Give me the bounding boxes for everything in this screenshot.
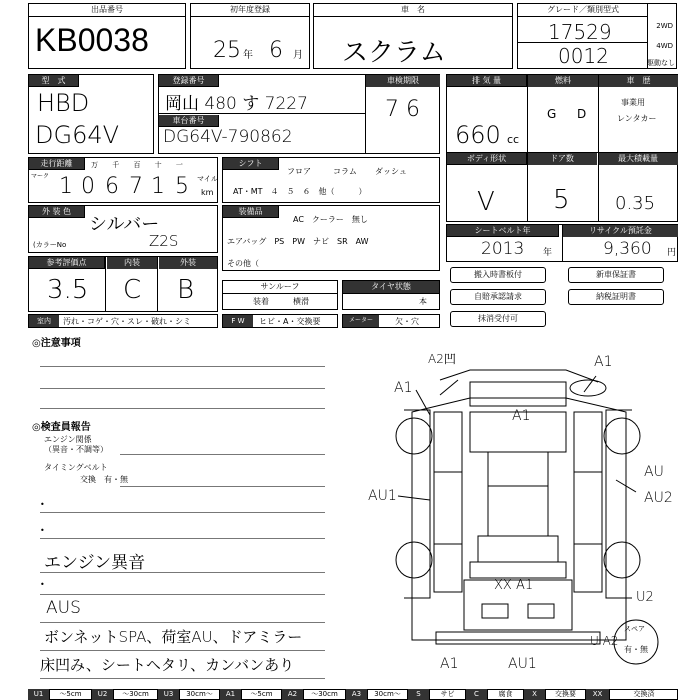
exterior-label: 外装 bbox=[159, 257, 217, 269]
legend-u2: U2 bbox=[92, 689, 114, 700]
legend-a1: A1 bbox=[220, 689, 242, 700]
diagram-mark-3: A1 bbox=[394, 380, 413, 396]
mileage-digit-5: 1 bbox=[151, 174, 165, 199]
doors-value: 5 bbox=[553, 185, 570, 215]
reg-no-label: 登録番号 bbox=[159, 75, 219, 87]
doc-cancellation: 抹消受付可 bbox=[450, 311, 546, 327]
legend-u3: U3 bbox=[158, 689, 180, 700]
fw-value: ヒビ・A・交換要 bbox=[259, 317, 321, 326]
remark-4: 床凹み、シートヘタリ、カンバンあり bbox=[40, 656, 295, 674]
equipment-row-1: AC クーラー 無し bbox=[293, 215, 368, 224]
body-type-label: ボディ形状 bbox=[447, 153, 527, 165]
legend-a3-size: 30cm～ bbox=[368, 689, 408, 700]
diagram-mark-9: U2 bbox=[636, 590, 654, 605]
drive-none: 駆動なし bbox=[647, 59, 675, 67]
color-value: シルバー bbox=[89, 214, 160, 235]
paint-label: (カラーNo bbox=[33, 241, 67, 249]
history-business: 事業用 bbox=[621, 98, 645, 107]
sunroof-opt-1: 装着 bbox=[253, 297, 269, 306]
color-label: 外 装 色 bbox=[29, 206, 85, 218]
inspection-label: 車検期限 bbox=[366, 75, 440, 87]
mileage-digit-3: 6 bbox=[105, 174, 119, 199]
legend-xx: XX bbox=[586, 689, 610, 700]
mileage-marker-label: マーク bbox=[31, 173, 50, 180]
shift-column: コラム bbox=[333, 167, 357, 176]
timing-sub: 交換 有・無 bbox=[80, 475, 128, 484]
fuel-label: 燃料 bbox=[528, 75, 598, 87]
grade-value-2: 0012 bbox=[558, 44, 609, 68]
shift-floor: フロア bbox=[287, 167, 311, 176]
shift-type-row: AT・MT ４ ５ ６ 他（ ） bbox=[233, 187, 367, 196]
diagram-mark-5: AU bbox=[644, 464, 664, 480]
remark-2: AUS bbox=[46, 598, 81, 618]
sunroof-label: サンルーフ bbox=[223, 281, 337, 294]
engine-label: エンジン関係 bbox=[44, 435, 92, 444]
shift-dash: ダッシュ bbox=[375, 167, 407, 176]
bullet-2: • bbox=[40, 526, 45, 535]
doors-label: ドア数 bbox=[527, 153, 597, 165]
legend-u1: U1 bbox=[28, 689, 50, 700]
displacement-value: 660 bbox=[455, 121, 501, 149]
displacement-label: 排 気 量 bbox=[447, 75, 527, 87]
legend-c-desc: 腐食 bbox=[488, 689, 524, 700]
remark-3: ボンネットSPA、荷室AU、ドアミラー bbox=[44, 628, 303, 646]
model-label: 型 式 bbox=[29, 75, 79, 87]
car-name-label: 車 名 bbox=[314, 4, 512, 17]
legend-u1-size: ～5cm bbox=[50, 689, 92, 700]
first-registration-year: 25 bbox=[213, 38, 241, 63]
grade-label: グレード／類別型式 bbox=[518, 4, 648, 17]
score-label: 参考評価点 bbox=[29, 257, 105, 269]
tire-unit: 本 bbox=[419, 297, 427, 306]
spare-value: 有・無 bbox=[624, 645, 648, 654]
legend-a3: A3 bbox=[346, 689, 368, 700]
car-name-value: スクラム bbox=[342, 38, 446, 68]
inspector-title: ◎検査員報告 bbox=[32, 422, 91, 433]
diagram-mark-7: AU1 bbox=[368, 488, 397, 504]
body-type-value: V bbox=[477, 187, 495, 217]
drive-2wd: 2WD bbox=[656, 22, 673, 30]
model-line-1: HBD bbox=[37, 89, 90, 117]
legend-s: S bbox=[408, 689, 430, 700]
meter-label: メーター bbox=[343, 315, 379, 327]
interior-condition-label: 室内 bbox=[29, 315, 59, 327]
bullet-3: • bbox=[40, 580, 45, 589]
max-load-value: 0.35 bbox=[615, 193, 656, 214]
timing-label: タイミングベルト bbox=[44, 463, 108, 472]
chassis-value: DG64V-790862 bbox=[163, 127, 293, 147]
diagram-mark-1: A2凹 bbox=[428, 352, 456, 366]
max-load-label: 最大積載量 bbox=[598, 153, 678, 165]
fuel-d: D bbox=[577, 107, 587, 121]
engine-sub: （異音・不調等） bbox=[44, 445, 108, 454]
chassis-label: 車台番号 bbox=[159, 115, 219, 127]
mileage-digit-6: 5 bbox=[175, 174, 189, 199]
doc-warranty: 新車保証書 bbox=[568, 267, 664, 283]
recycle-suffix: 円 bbox=[667, 248, 677, 258]
sunroof-opt-2: 横滑 bbox=[293, 297, 309, 306]
mileage-mile-label: マイル bbox=[197, 175, 218, 183]
history-rental: レンタカー bbox=[617, 114, 657, 123]
bullet-1: • bbox=[40, 500, 45, 509]
history-label: 車 歴 bbox=[599, 75, 678, 87]
month-suffix: 月 bbox=[293, 50, 303, 61]
mileage-digit-2: 0 bbox=[81, 174, 95, 199]
seatbelt-label: シートベルト年 bbox=[447, 225, 559, 237]
spare-label: スペア bbox=[624, 625, 645, 633]
score-value: 3.5 bbox=[47, 275, 89, 305]
legend-u2-size: ～30cm bbox=[114, 689, 158, 700]
remark-1: エンジン異音 bbox=[44, 553, 146, 573]
diagram-mark-10: U A2 bbox=[590, 634, 619, 648]
legend-a2: A2 bbox=[282, 689, 304, 700]
fuel-g: G bbox=[547, 107, 557, 121]
interior-condition-value: 汚れ・コゲ・穴・スレ・破れ・シミ bbox=[63, 317, 191, 326]
diagram-mark-8: XX A1 bbox=[494, 578, 534, 593]
equipment-other: その他（ bbox=[227, 259, 259, 268]
year-suffix: 年 bbox=[243, 50, 253, 61]
legend-x: X bbox=[524, 689, 546, 700]
interior-value: C bbox=[123, 275, 142, 305]
diagram-mark-4: A1 bbox=[512, 408, 531, 424]
mileage-label: 走行距離 bbox=[29, 158, 85, 170]
diagram-mark-6: AU2 bbox=[644, 490, 673, 506]
recycle-value: 9,360 bbox=[603, 239, 652, 259]
legend-xx-desc: 交換済 bbox=[633, 690, 655, 698]
first-registration-label: 初年度登録 bbox=[191, 4, 309, 17]
first-registration-month: 6 bbox=[269, 38, 283, 63]
paint-value: Z2S bbox=[149, 232, 179, 250]
seatbelt-suffix: 年 bbox=[543, 248, 553, 258]
displacement-unit: cc bbox=[507, 133, 520, 146]
inspection-value: 7 6 bbox=[385, 97, 420, 122]
doc-tax: 納税証明書 bbox=[568, 289, 664, 305]
model-line-2: DG64V bbox=[35, 121, 120, 149]
mileage-unit: km bbox=[201, 188, 214, 197]
legend-x-desc: 交換要 bbox=[546, 689, 586, 700]
notes-title: ◎注意事項 bbox=[32, 338, 81, 349]
doc-insurance: 自賠承認請求 bbox=[450, 289, 546, 305]
diagram-mark-12: AU1 bbox=[508, 656, 537, 672]
legend-s-desc: サビ bbox=[430, 689, 466, 700]
mileage-units-row: 万 千 百 十 一 bbox=[91, 161, 189, 169]
tire-label: タイヤ状態 bbox=[343, 281, 439, 294]
grade-value-1: 17529 bbox=[548, 20, 612, 44]
legend-u3-size: 30cm～ bbox=[180, 689, 220, 700]
interior-label: 内装 bbox=[107, 257, 157, 269]
seatbelt-value: 2013 bbox=[481, 239, 525, 259]
meter-value: 欠・穴 bbox=[395, 317, 419, 326]
doc-record-book: 搬入時書板付 bbox=[450, 267, 546, 283]
lot-number-label: 出品番号 bbox=[29, 4, 185, 17]
drive-4wd: 4WD bbox=[656, 42, 673, 50]
reg-no-value: 岡山 480 す 7227 bbox=[165, 94, 308, 114]
diagram-mark-2: A1 bbox=[594, 354, 613, 370]
legend-a2-size: ～30cm bbox=[304, 689, 346, 700]
equipment-row-2: エアバッグ PS PW ナビ SR AW bbox=[227, 237, 369, 246]
legend-c: C bbox=[466, 689, 488, 700]
shift-label: シフト bbox=[223, 158, 279, 170]
fw-label: F W bbox=[223, 315, 253, 327]
lot-number-value: KB0038 bbox=[35, 22, 149, 58]
exterior-value: B bbox=[177, 275, 195, 305]
mileage-digit-1: 1 bbox=[59, 174, 73, 199]
mileage-digit-4: 7 bbox=[129, 174, 143, 199]
equipment-label: 装備品 bbox=[223, 206, 279, 218]
legend-a1-size: ～5cm bbox=[242, 689, 282, 700]
diagram-mark-11: A1 bbox=[440, 656, 459, 672]
recycle-label: リサイクル預託金 bbox=[563, 225, 678, 237]
